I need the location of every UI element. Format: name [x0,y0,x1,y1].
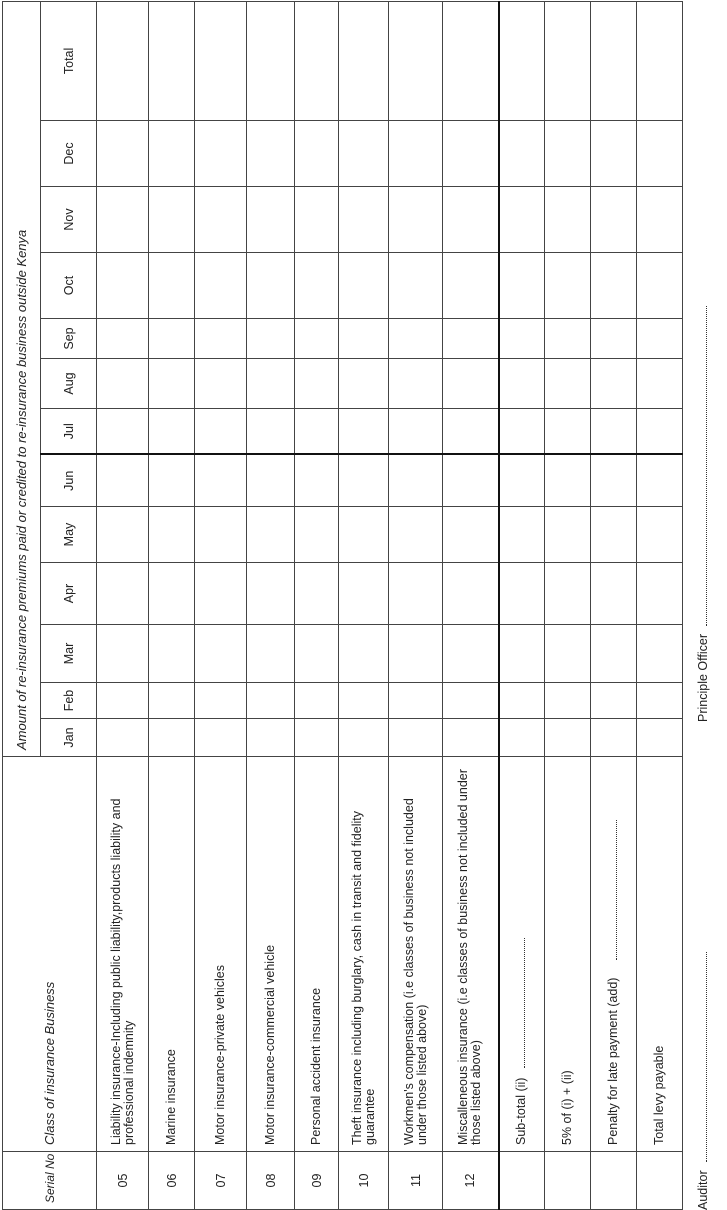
table-row [247,1,295,1209]
month-header-oct: Oct [41,253,97,319]
summary-3-jun-cell[interactable] [637,455,683,507]
row-12-total-cell[interactable] [443,1,499,120]
summary-2-oct-cell[interactable] [591,253,637,319]
summary-2-jan-cell[interactable] [591,719,637,757]
summary-2-jun-cell[interactable] [591,455,637,507]
summary-0-oct-cell[interactable] [499,253,545,319]
row-06-may-cell[interactable] [149,507,195,563]
row-08-feb-cell[interactable] [247,683,295,719]
serial-number: 09 [295,1152,339,1210]
row-06-dec-cell[interactable] [149,121,195,187]
row-07-mar-cell[interactable] [195,625,247,683]
row-08-apr-cell[interactable] [247,563,295,625]
row-09-jan-cell[interactable] [295,719,339,757]
summary-0-dec-cell[interactable] [499,121,545,187]
serial-number: 10 [339,1152,389,1210]
month-header-nov: Nov [41,187,97,253]
row-05-aug-cell[interactable] [97,359,149,409]
row-05-apr-cell[interactable] [97,563,149,625]
insurance-class-label: Motor insurance-private vehicles [195,757,247,1152]
row-11-jul-cell[interactable] [389,409,443,455]
summary-serial-cell [545,1152,591,1210]
table-row [149,1,195,1209]
summary-dotted-line[interactable] [608,820,617,960]
row-11-total-cell[interactable] [389,1,443,120]
summary-2-may-cell[interactable] [591,507,637,563]
table-row [389,1,443,1209]
row-06-mar-cell[interactable] [149,625,195,683]
month-header-jan: Jan [41,719,97,757]
summary-3-aug-cell[interactable] [637,359,683,409]
row-06-nov-cell[interactable] [149,187,195,253]
row-09-nov-cell[interactable] [295,187,339,253]
row-12-may-cell[interactable] [443,507,499,563]
row-09-total-cell[interactable] [295,1,339,120]
month-header-mar: Mar [41,625,97,683]
row-08-sep-cell[interactable] [247,319,295,359]
row-05-sep-cell[interactable] [97,319,149,359]
serial-no-header: Serial No [3,1152,97,1210]
summary-serial-cell [591,1152,637,1210]
summary-label: Penalty for late payment (add) [606,977,620,1145]
summary-1-oct-cell[interactable] [545,253,591,319]
row-05-oct-cell[interactable] [97,253,149,319]
summary-row [637,1,683,1209]
summary-label: Total levy payable [652,1045,666,1145]
insurance-class-label: Workmen's compensation (i.e classes of business not included under those listed above) [389,757,443,1152]
row-06-total-cell[interactable] [149,1,195,120]
summary-1-dec-cell[interactable] [545,121,591,187]
summary-1-jan-cell[interactable] [545,719,591,757]
amount-header: Amount of re-insurance premiums paid or credited to re-insurance business outside Kenya [3,1,41,756]
summary-dotted-line[interactable] [516,938,525,1068]
row-11-nov-cell[interactable] [389,187,443,253]
summary-3-may-cell[interactable] [637,507,683,563]
table-row [295,1,339,1209]
row-12-jan-cell[interactable] [443,719,499,757]
summary-3-dec-cell[interactable] [637,121,683,187]
summary-label-cell [545,757,591,1152]
row-08-mar-cell[interactable] [247,625,295,683]
row-09-dec-cell[interactable] [295,121,339,187]
row-10-jun-cell[interactable] [339,455,389,507]
summary-1-sep-cell[interactable] [545,319,591,359]
serial-number: 06 [149,1152,195,1210]
summary-0-feb-cell[interactable] [499,683,545,719]
row-11-aug-cell[interactable] [389,359,443,409]
row-12-aug-cell[interactable] [443,359,499,409]
summary-1-nov-cell[interactable] [545,187,591,253]
summary-label: Sub-total (ii) [514,1077,529,1145]
summary-2-apr-cell[interactable] [591,563,637,625]
row-12-oct-cell[interactable] [443,253,499,319]
row-11-jun-cell[interactable] [389,455,443,507]
row-07-total-cell[interactable] [195,1,247,120]
summary-3-oct-cell[interactable] [637,253,683,319]
summary-0-total-cell[interactable] [499,1,545,120]
row-10-oct-cell[interactable] [339,253,389,319]
row-12-jun-cell[interactable] [443,455,499,507]
row-10-may-cell[interactable] [339,507,389,563]
insurance-class-label: Personal accident insurance [295,757,339,1152]
insurance-class-label: Marine insurance [149,757,195,1152]
serial-number: 08 [247,1152,295,1210]
row-10-feb-cell[interactable] [339,683,389,719]
month-header-aug: Aug [41,359,97,409]
serial-number: 12 [443,1152,499,1210]
row-08-jun-cell[interactable] [247,455,295,507]
row-10-nov-cell[interactable] [339,187,389,253]
summary-0-mar-cell[interactable] [499,625,545,683]
row-05-may-cell[interactable] [97,507,149,563]
summary-3-mar-cell[interactable] [637,625,683,683]
row-07-jan-cell[interactable] [195,719,247,757]
month-header-jun: Jun [41,455,97,507]
month-header-apr: Apr [41,563,97,625]
summary-2-feb-cell[interactable] [591,683,637,719]
table-row [195,1,247,1209]
serial-number: 05 [97,1152,149,1210]
row-12-apr-cell[interactable] [443,563,499,625]
table-row [443,1,499,1209]
row-07-nov-cell[interactable] [195,187,247,253]
row-10-apr-cell[interactable] [339,563,389,625]
row-06-oct-cell[interactable] [149,253,195,319]
row-08-jul-cell[interactable] [247,409,295,455]
summary-2-dec-cell[interactable] [591,121,637,187]
row-09-feb-cell[interactable] [295,683,339,719]
principle-officer-signature [696,306,710,722]
summary-serial-cell [499,1152,545,1210]
insurance-class-label: Theft insurance including burglary, cash in transit and fidelity guarantee [339,757,389,1152]
row-08-jan-cell[interactable] [247,719,295,757]
row-11-jan-cell[interactable] [389,719,443,757]
summary-1-total-cell[interactable] [545,1,591,120]
row-07-oct-cell[interactable] [195,253,247,319]
month-header-total: Total [41,1,97,120]
row-07-may-cell[interactable] [195,507,247,563]
summary-0-jul-cell[interactable] [499,409,545,455]
row-06-feb-cell[interactable] [149,683,195,719]
month-header-may: May [41,507,97,563]
principle-officer-label: Principle Officer [696,634,710,722]
auditor-label: Auditor [696,1170,710,1210]
summary-3-jan-cell[interactable] [637,719,683,757]
serial-number: 11 [389,1152,443,1210]
row-05-feb-cell[interactable] [97,683,149,719]
principle-officer-signature-line[interactable] [698,306,707,626]
row-08-aug-cell[interactable] [247,359,295,409]
summary-2-mar-cell[interactable] [591,625,637,683]
row-06-sep-cell[interactable] [149,319,195,359]
row-05-dec-cell[interactable] [97,121,149,187]
summary-3-total-cell[interactable] [637,1,683,120]
summary-label-cell [637,757,683,1152]
summary-2-total-cell[interactable] [591,1,637,120]
table-row [339,1,389,1209]
row-12-jul-cell[interactable] [443,409,499,455]
table-row [97,1,149,1209]
summary-2-sep-cell[interactable] [591,319,637,359]
row-09-oct-cell[interactable] [295,253,339,319]
row-07-jun-cell[interactable] [195,455,247,507]
row-09-jun-cell[interactable] [295,455,339,507]
row-12-mar-cell[interactable] [443,625,499,683]
row-11-sep-cell[interactable] [389,319,443,359]
row-10-aug-cell[interactable] [339,359,389,409]
row-10-jan-cell[interactable] [339,719,389,757]
row-12-sep-cell[interactable] [443,319,499,359]
row-09-sep-cell[interactable] [295,319,339,359]
row-11-mar-cell[interactable] [389,625,443,683]
row-05-jan-cell[interactable] [97,719,149,757]
summary-0-nov-cell[interactable] [499,187,545,253]
month-header-dec: Dec [41,121,97,187]
summary-label: 5% of (i) + (ii) [560,1070,574,1145]
summary-serial-cell [637,1152,683,1210]
summary-0-apr-cell[interactable] [499,563,545,625]
row-08-oct-cell[interactable] [247,253,295,319]
serial-number: 07 [195,1152,247,1210]
summary-0-may-cell[interactable] [499,507,545,563]
row-10-mar-cell[interactable] [339,625,389,683]
summary-1-apr-cell[interactable] [545,563,591,625]
auditor-signature [696,952,710,1210]
row-09-may-cell[interactable] [295,507,339,563]
summary-1-mar-cell[interactable] [545,625,591,683]
row-06-jan-cell[interactable] [149,719,195,757]
summary-3-jul-cell[interactable] [637,409,683,455]
row-10-dec-cell[interactable] [339,121,389,187]
summary-row [591,1,637,1209]
row-05-jul-cell[interactable] [97,409,149,455]
row-07-jul-cell[interactable] [195,409,247,455]
row-07-sep-cell[interactable] [195,319,247,359]
auditor-signature-line[interactable] [698,952,707,1162]
insurance-class-label: Motor insurance-commercial vehicle [247,757,295,1152]
summary-2-nov-cell[interactable] [591,187,637,253]
row-08-may-cell[interactable] [247,507,295,563]
summary-1-may-cell[interactable] [545,507,591,563]
summary-label-cell [499,757,545,1152]
summary-1-jun-cell[interactable] [545,455,591,507]
summary-2-aug-cell[interactable] [591,359,637,409]
row-07-apr-cell[interactable] [195,563,247,625]
row-12-dec-cell[interactable] [443,121,499,187]
summary-0-jan-cell[interactable] [499,719,545,757]
summary-3-feb-cell[interactable] [637,683,683,719]
class-header: Class of insurance Business [3,757,97,1152]
row-06-jun-cell[interactable] [149,455,195,507]
row-07-dec-cell[interactable] [195,121,247,187]
row-10-sep-cell[interactable] [339,319,389,359]
summary-label-cell [591,757,637,1152]
row-09-apr-cell[interactable] [295,563,339,625]
row-08-dec-cell[interactable] [247,121,295,187]
row-07-feb-cell[interactable] [195,683,247,719]
reinsurance-levy-table [2,1,683,1210]
summary-row [545,1,591,1209]
summary-1-jul-cell[interactable] [545,409,591,455]
summary-0-aug-cell[interactable] [499,359,545,409]
row-05-nov-cell[interactable] [97,187,149,253]
row-05-total-cell[interactable] [97,1,149,120]
summary-row [499,1,545,1209]
row-06-jul-cell[interactable] [149,409,195,455]
row-10-jul-cell[interactable] [339,409,389,455]
summary-0-sep-cell[interactable] [499,319,545,359]
row-10-total-cell[interactable] [339,1,389,120]
row-05-mar-cell[interactable] [97,625,149,683]
summary-0-jun-cell[interactable] [499,455,545,507]
summary-1-aug-cell[interactable] [545,359,591,409]
summary-3-apr-cell[interactable] [637,563,683,625]
row-11-may-cell[interactable] [389,507,443,563]
row-09-jul-cell[interactable] [295,409,339,455]
summary-1-feb-cell[interactable] [545,683,591,719]
row-11-apr-cell[interactable] [389,563,443,625]
row-09-mar-cell[interactable] [295,625,339,683]
row-05-jun-cell[interactable] [97,455,149,507]
month-header-feb: Feb [41,683,97,719]
row-11-oct-cell[interactable] [389,253,443,319]
insurance-class-label: Miscalleneous insurance (i.e classes of business not included under those listed above) [443,757,499,1152]
row-08-nov-cell[interactable] [247,187,295,253]
row-11-dec-cell[interactable] [389,121,443,187]
row-11-feb-cell[interactable] [389,683,443,719]
month-header-jul: Jul [41,409,97,455]
row-12-feb-cell[interactable] [443,683,499,719]
summary-3-sep-cell[interactable] [637,319,683,359]
row-12-nov-cell[interactable] [443,187,499,253]
row-08-total-cell[interactable] [247,1,295,120]
insurance-class-label: Liability insurance-Including public liability,products liability and professional indemnity [97,757,149,1152]
summary-3-nov-cell[interactable] [637,187,683,253]
row-07-aug-cell[interactable] [195,359,247,409]
month-header-sep: Sep [41,319,97,359]
row-09-aug-cell[interactable] [295,359,339,409]
summary-2-jul-cell[interactable] [591,409,637,455]
row-06-apr-cell[interactable] [149,563,195,625]
row-06-aug-cell[interactable] [149,359,195,409]
